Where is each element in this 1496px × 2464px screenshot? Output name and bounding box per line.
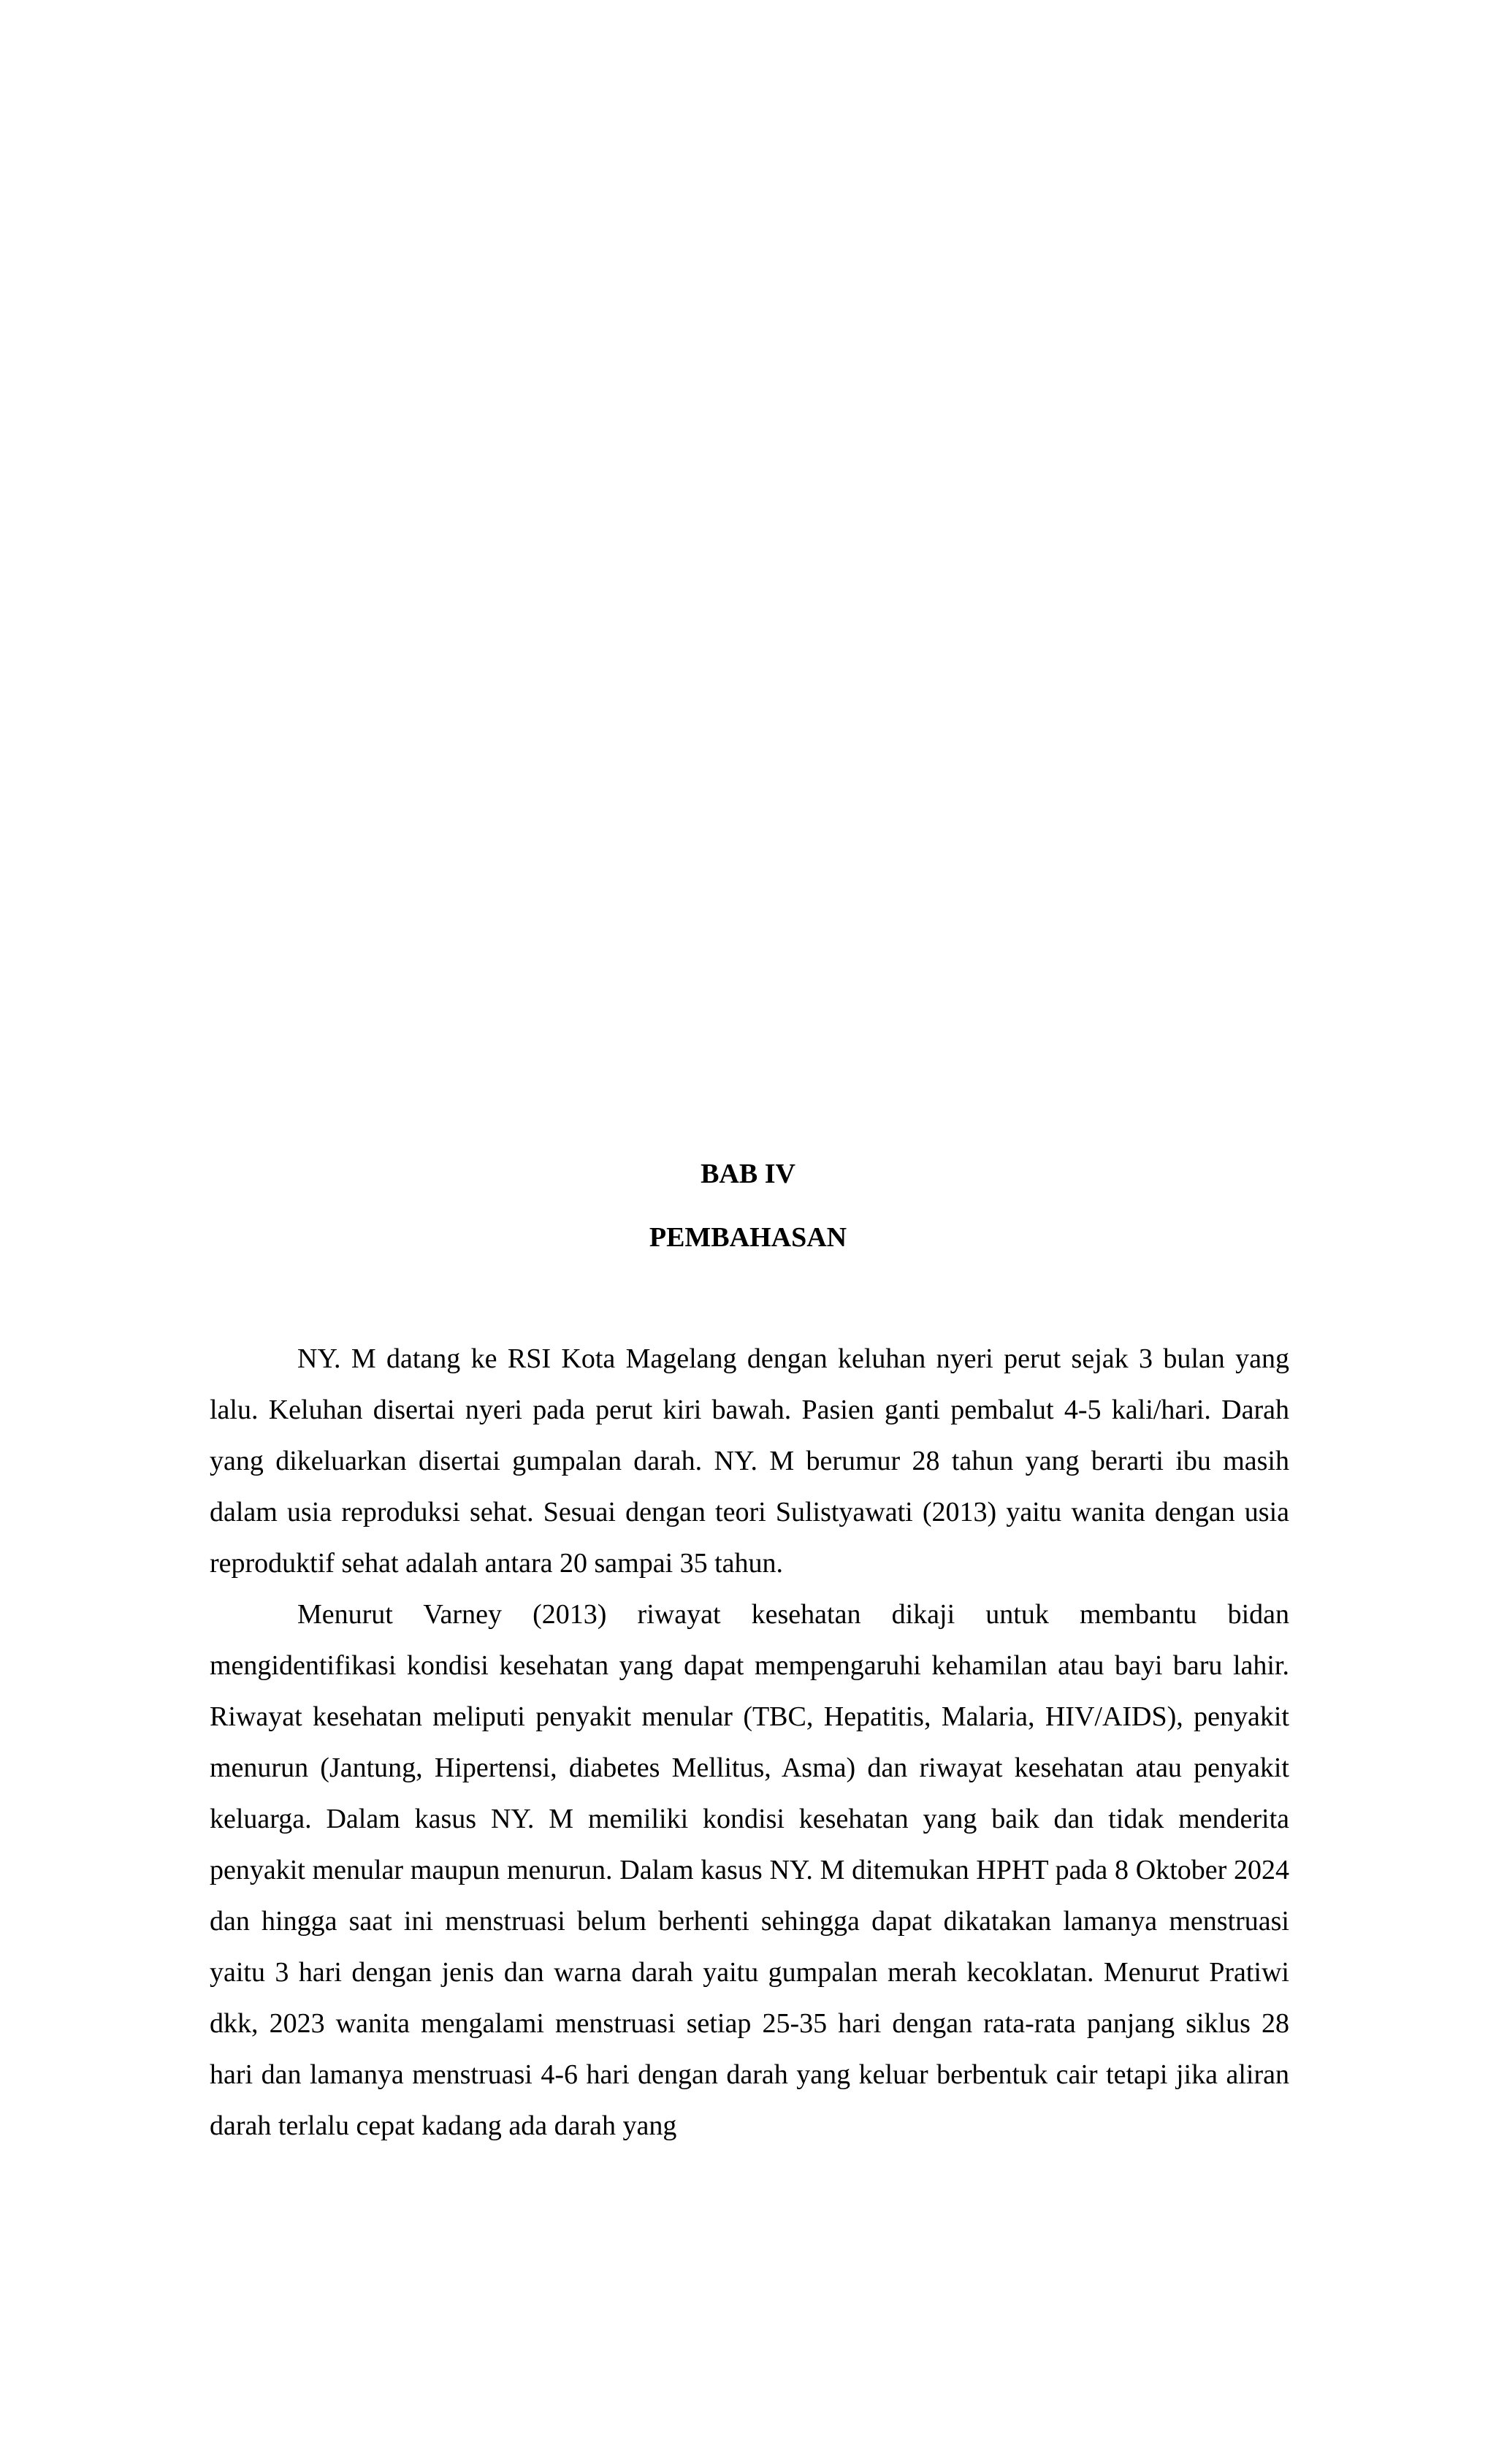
chapter-number: BAB IV (701, 1159, 795, 1189)
paragraph-2: Menurut Varney (2013) riwayat kesehatan dikaji untuk membantu bidan mengidentifikasi kondisi kesehatan yang dapat mempengaruhi kehamilan atau bayi baru lahir. Riwayat kesehatan meliputi penyakit menular (TBC, Hepatitis, Malaria, HIV/AIDS), penyakit menurun (Jantung, Hipertensi, diabetes Mellitus, Asma) dan riwayat kesehatan atau penyakit keluarga. Dalam kasus NY. M memiliki kondisi kesehatan yang baik dan tidak menderita penyakit menular maupun menurun. Dalam kasus NY. M ditemukan HPHT pada 8 Oktober 2024 dan hingga saat ini menstruasi belum berhenti sehingga dapat dikatakan lamanya menstruasi yaitu 3 hari dengan jenis dan warna darah yaitu gumpalan merah kecoklatan. Menurut Pratiwi dkk, 2023 wanita mengalami menstruasi setiap 25-35 hari dengan rata-rata panjang siklus 28 hari dan lamanya menstruasi 4-6 hari dengan darah yang keluar berbentuk cair tetapi jika aliran darah terlalu cepat kadang ada darah yang (210, 1599, 1289, 2141)
paragraph-1: NY. M datang ke RSI Kota Magelang dengan keluhan nyeri perut sejak 3 bulan yang lalu. Keluhan disertai nyeri pada perut kiri bawah. Pasien ganti pembalut 4-5 kali/hari. Darah yang dikeluarkan disertai gumpalan darah. NY. M berumur 28 tahun yang berarti ibu masih dalam usia reproduksi sehat. Sesuai dengan teori Sulistyawati (2013) yaitu wanita dengan usia reproduktif sehat adalah antara 20 sampai 35 tahun. (210, 1343, 1289, 1579)
chapter-title: PEMBAHASAN (649, 1222, 847, 1253)
body-text (210, 1333, 1289, 2151)
